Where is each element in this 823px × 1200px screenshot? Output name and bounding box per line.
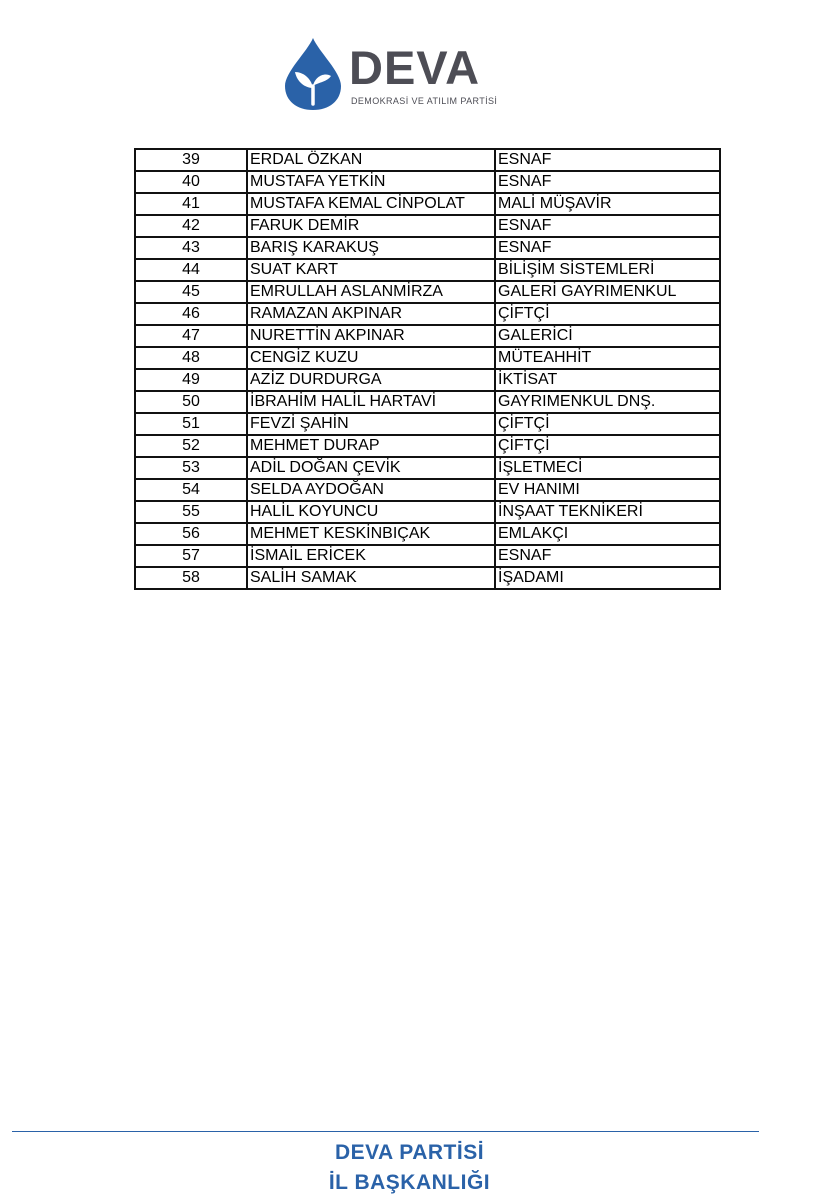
member-number-cell: 56: [135, 523, 247, 545]
water-drop-sprout-icon: [281, 36, 345, 112]
members-table-body: [135, 149, 720, 589]
table-row: [135, 523, 720, 545]
table-row: [135, 567, 720, 589]
member-name-cell: FEVZİ ŞAHİN: [247, 413, 495, 435]
table-row: [135, 413, 720, 435]
member-number-cell: 45: [135, 281, 247, 303]
member-name-cell: MUSTAFA KEMAL CİNPOLAT: [247, 193, 495, 215]
footer: [0, 1138, 823, 1198]
table-row: [135, 347, 720, 369]
member-number-cell: 47: [135, 325, 247, 347]
table-row: [135, 457, 720, 479]
member-number-cell: 51: [135, 413, 247, 435]
table-row: [135, 303, 720, 325]
member-name-cell: SELDA AYDOĞAN: [247, 479, 495, 501]
logo-subtitle: DEMOKRASİ VE ATILIM PARTİSİ: [351, 96, 498, 106]
member-name-cell: İSMAİL ERİCEK: [247, 545, 495, 567]
member-occupation-cell: BİLİŞİM SİSTEMLERİ: [495, 259, 720, 281]
member-name-cell: EMRULLAH ASLANMİRZA: [247, 281, 495, 303]
member-number-cell: 42: [135, 215, 247, 237]
footer-party-name: DEVA PARTİSİ: [334, 1141, 485, 1164]
member-occupation-cell: İNŞAAT TEKNİKERİ: [495, 501, 720, 523]
member-number-cell: 46: [135, 303, 247, 325]
member-occupation-cell: EMLAKÇI: [495, 523, 720, 545]
member-occupation-cell: İŞLETMECİ: [495, 457, 720, 479]
member-occupation-cell: ÇİFTÇİ: [495, 413, 720, 435]
table-row: [135, 171, 720, 193]
member-name-cell: ERDAL ÖZKAN: [247, 149, 495, 171]
member-name-cell: BARIŞ KARAKUŞ: [247, 237, 495, 259]
table-row: [135, 545, 720, 567]
member-name-cell: SUAT KART: [247, 259, 495, 281]
member-occupation-cell: İŞADAMI: [495, 567, 720, 589]
table-row: [135, 501, 720, 523]
table-row: [135, 391, 720, 413]
member-number-cell: 57: [135, 545, 247, 567]
member-number-cell: 44: [135, 259, 247, 281]
party-logo: [281, 36, 521, 112]
member-number-cell: 40: [135, 171, 247, 193]
member-number-cell: 48: [135, 347, 247, 369]
table-row: [135, 281, 720, 303]
member-number-cell: 53: [135, 457, 247, 479]
table-row: [135, 369, 720, 391]
member-occupation-cell: GALERİCİ: [495, 325, 720, 347]
member-name-cell: AZİZ DURDURGA: [247, 369, 495, 391]
member-name-cell: CENGİZ KUZU: [247, 347, 495, 369]
footer-office-name: İL BAŞKANLIĞI: [328, 1171, 491, 1194]
member-number-cell: 58: [135, 567, 247, 589]
member-occupation-cell: GAYRIMENKUL DNŞ.: [495, 391, 720, 413]
member-occupation-cell: ÇİFTÇİ: [495, 435, 720, 457]
table-row: [135, 237, 720, 259]
table-row: [135, 193, 720, 215]
member-occupation-cell: ÇİFTÇİ: [495, 303, 720, 325]
member-name-cell: FARUK DEMİR: [247, 215, 495, 237]
member-occupation-cell: EV HANIMI: [495, 479, 720, 501]
table-row: [135, 435, 720, 457]
logo-title: DEVA: [349, 41, 481, 94]
member-occupation-cell: ESNAF: [495, 237, 720, 259]
member-name-cell: HALİL KOYUNCU: [247, 501, 495, 523]
member-number-cell: 55: [135, 501, 247, 523]
members-table: [134, 148, 721, 590]
table-row: [135, 479, 720, 501]
member-occupation-cell: İKTİSAT: [495, 369, 720, 391]
member-name-cell: MEHMET DURAP: [247, 435, 495, 457]
member-number-cell: 43: [135, 237, 247, 259]
footer-divider: [12, 1131, 759, 1132]
table-row: [135, 325, 720, 347]
member-occupation-cell: MALİ MÜŞAVİR: [495, 193, 720, 215]
member-number-cell: 54: [135, 479, 247, 501]
member-number-cell: 39: [135, 149, 247, 171]
member-occupation-cell: ESNAF: [495, 149, 720, 171]
member-number-cell: 49: [135, 369, 247, 391]
member-name-cell: SALİH SAMAK: [247, 567, 495, 589]
member-name-cell: RAMAZAN AKPINAR: [247, 303, 495, 325]
member-name-cell: İBRAHİM HALİL HARTAVİ: [247, 391, 495, 413]
member-occupation-cell: ESNAF: [495, 171, 720, 193]
member-occupation-cell: MÜTEAHHİT: [495, 347, 720, 369]
member-number-cell: 50: [135, 391, 247, 413]
member-name-cell: NURETTİN AKPINAR: [247, 325, 495, 347]
member-name-cell: MEHMET KESKİNBIÇAK: [247, 523, 495, 545]
table-row: [135, 149, 720, 171]
table-row: [135, 215, 720, 237]
member-name-cell: MUSTAFA YETKİN: [247, 171, 495, 193]
table-row: [135, 259, 720, 281]
member-occupation-cell: ESNAF: [495, 215, 720, 237]
member-occupation-cell: GALERİ GAYRIMENKUL: [495, 281, 720, 303]
member-number-cell: 41: [135, 193, 247, 215]
member-occupation-cell: ESNAF: [495, 545, 720, 567]
member-number-cell: 52: [135, 435, 247, 457]
member-name-cell: ADİL DOĞAN ÇEVİK: [247, 457, 495, 479]
